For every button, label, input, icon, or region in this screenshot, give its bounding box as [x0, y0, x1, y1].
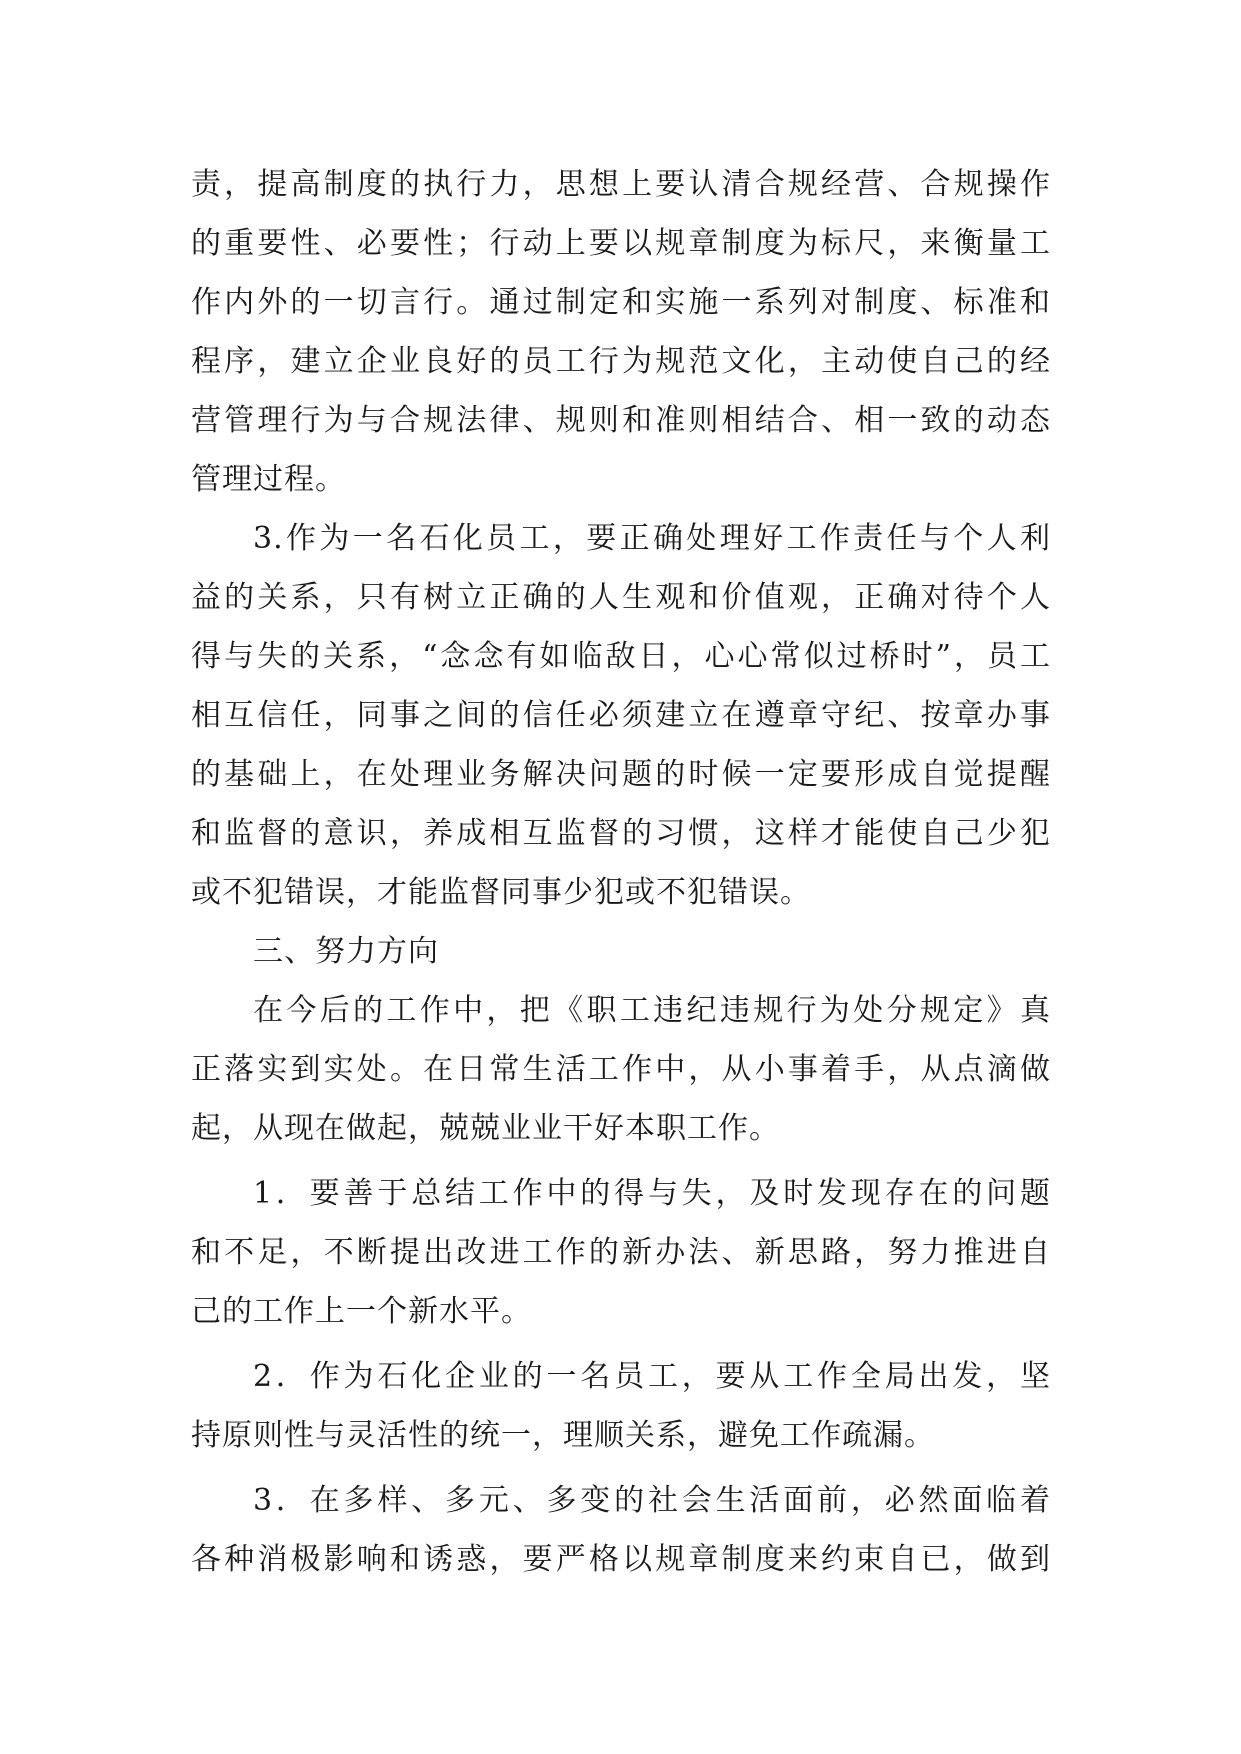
text-line: 在今后的工作中，把《职工违纪违规行为处分规定》真: [253, 993, 1051, 1028]
text-line: 作内外的一切言行。通过制定和实施一系列对制度、标准和: [191, 285, 1051, 320]
text-line: 营管理行为与合规法律、规则和准则相结合、相一致的动态: [191, 403, 1051, 438]
text-line: 和监督的意识，养成相互监督的习惯，这样才能使自己少犯: [191, 816, 1051, 851]
text-line: 责，提高制度的执行力，思想上要认清合规经营、合规操作: [191, 167, 1051, 202]
paragraph: [191, 981, 1051, 1158]
paragraph: [191, 1471, 1051, 1589]
text-line: 1．要善于总结工作中的得与失，及时发现存在的问题: [253, 1176, 1051, 1211]
text-line: 持原则性与灵活性的统一，理顺关系，避免工作疏漏。: [191, 1418, 935, 1453]
paragraph: [191, 1164, 1051, 1341]
text-line: 起，从现在做起，兢兢业业干好本职工作。: [191, 1111, 780, 1146]
paragraph: [191, 1347, 1051, 1465]
paragraph: [191, 509, 1051, 922]
text-line: 相互信任，同事之间的信任必须建立在遵章守纪、按章办事: [191, 698, 1051, 733]
document-body: [191, 155, 1051, 1589]
text-line: 的重要性、必要性；行动上要以规章制度为标尺，来衡量工: [191, 226, 1051, 261]
text-line: 或不犯错误，才能监督同事少犯或不犯错误。: [191, 875, 811, 910]
text-line: 3.作为一名石化员工，要正确处理好工作责任与个人利: [253, 521, 1051, 556]
text-line: 各种消极影响和诱惑，要严格以规章制度来约束自已，做到: [191, 1542, 1051, 1577]
paragraph: [191, 155, 1051, 509]
text-line: 三、努力方向: [253, 934, 439, 969]
text-line: 程序，建立企业良好的员工行为规范文化，主动使自己的经: [191, 344, 1051, 379]
text-line: 的基础上，在处理业务解决问题的时候一定要形成自觉提醒: [191, 757, 1051, 792]
text-line: 得与失的关系，“念念有如临敌日，心心常似过桥时”，员工: [191, 639, 1051, 674]
section-heading: [191, 922, 1051, 981]
text-line: 3．在多样、多元、多变的社会生活面前，必然面临着: [253, 1483, 1051, 1518]
text-line: 正落实到实处。在日常生活工作中，从小事着手，从点滴做: [191, 1052, 1051, 1087]
text-line: 2．作为石化企业的一名员工，要从工作全局出发，坚: [253, 1359, 1051, 1394]
text-line: 和不足，不断提出改进工作的新办法、新思路，努力推进自: [191, 1235, 1051, 1270]
text-line: 益的关系，只有树立正确的人生观和价值观，正确对待个人: [191, 580, 1051, 615]
text-line: 己的工作上一个新水平。: [191, 1294, 532, 1329]
text-line: 管理过程。: [191, 462, 346, 497]
